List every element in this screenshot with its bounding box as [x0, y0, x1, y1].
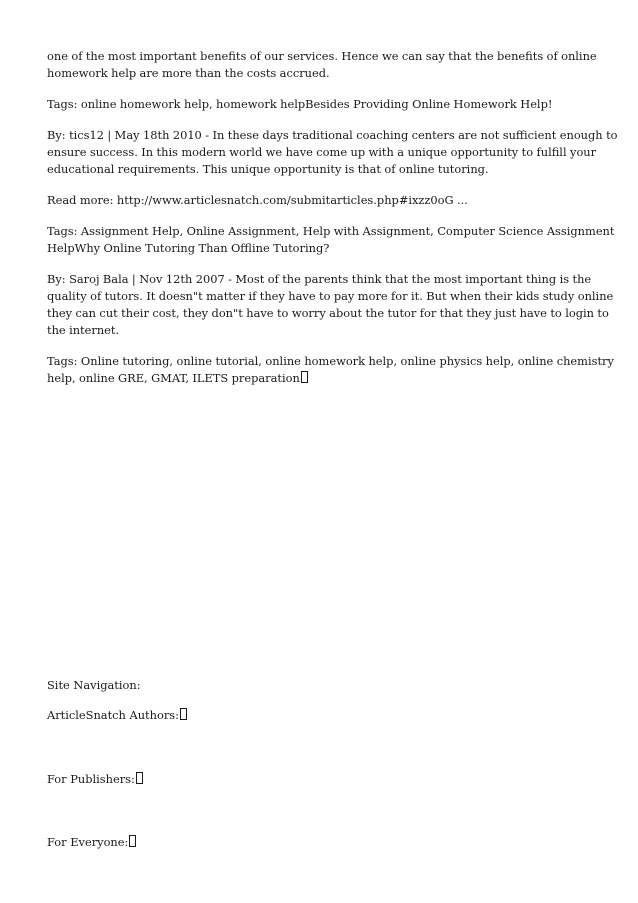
article-summary-tics12 — [47, 127, 618, 178]
missing-glyph-icon — [136, 772, 143, 784]
nav-item-label: ArticleSnatch Authors: — [47, 708, 179, 722]
site-navigation-heading — [47, 677, 595, 694]
text-line: Tags: Assignment Help, Online Assignment, Help with Assignment, Computer Science Assignment — [47, 224, 615, 238]
text-line: the internet. — [47, 323, 120, 337]
text-line: one of the most important benefits of our services. Hence we can say that the benefits of online — [47, 49, 597, 63]
text-line: educational requirements. This unique opportunity is that of online tutoring. — [47, 162, 489, 176]
nav-item-everyone — [47, 834, 595, 851]
nav-item-authors — [47, 707, 595, 724]
nav-item-publishers — [47, 771, 595, 788]
tags-line-homework — [47, 96, 595, 113]
text-line: ensure success. In this modern world we have come up with a unique opportunity to fulfill your — [47, 145, 597, 159]
text-line: By: tics12 | May 18th 2010 - In these days traditional coaching centers are not sufficient enough to — [47, 128, 618, 142]
text-line: Tags: Online tutoring, online tutorial, online homework help, online physics help, online chemistry — [47, 354, 614, 368]
text-span: help, online GRE, GMAT, ILETS preparation — [47, 371, 300, 385]
text-line: By: Saroj Bala | Nov 12th 2007 - Most of the parents think that the most important thing is the — [47, 272, 592, 286]
article-summary-saroj-bala — [47, 271, 614, 339]
paragraph-benefits — [47, 48, 595, 82]
text-line: Tags: online homework help, homework helpBesides Providing Online Homework Help! — [47, 97, 553, 111]
text-line: HelpWhy Online Tutoring Than Offline Tutoring? — [47, 241, 330, 255]
nav-item-label: For Everyone: — [47, 835, 129, 849]
nav-heading-text: Site Navigation: — [47, 678, 141, 692]
text-line — [47, 370, 595, 387]
missing-glyph-icon — [180, 708, 187, 720]
tags-line-assignment — [47, 223, 615, 257]
nav-item-label: For Publishers: — [47, 772, 135, 786]
missing-glyph-icon — [301, 371, 308, 383]
text-line: homework help are more than the costs accrued. — [47, 66, 330, 80]
missing-glyph-icon — [129, 835, 136, 847]
text-line: quality of tutors. It doesn"t matter if they have to pay more for it. But when their kids study online — [47, 289, 614, 303]
text-line: Read more: http://www.articlesnatch.com/submitarticles.php#ixzz0oG ... — [47, 193, 468, 207]
text-line: they can cut their cost, they don"t have to worry about the tutor for that they just have to login to — [47, 306, 609, 320]
tags-line-tutoring — [47, 353, 614, 387]
read-more-line — [47, 192, 595, 209]
document-body — [47, 48, 618, 401]
